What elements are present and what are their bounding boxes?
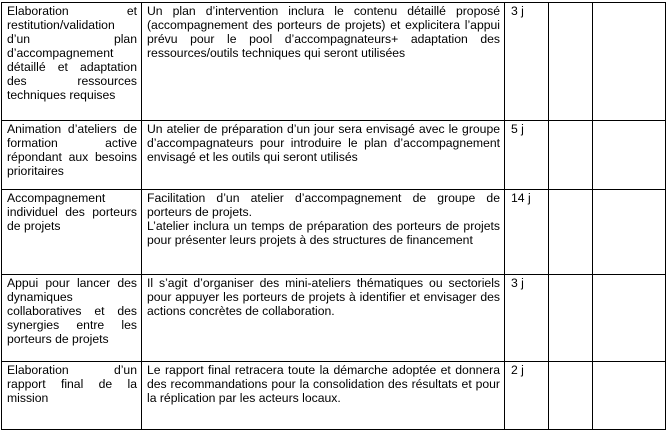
activity-cell: Accompagnement individuel des porteurs de projets — [2, 190, 142, 275]
description-paragraph: L’atelier inclura un temps de préparation des porteurs de projets pour présenter leurs projets à des structures de financement — [147, 219, 500, 247]
activities-table — [1, 2, 666, 430]
empty-cell — [549, 362, 593, 430]
empty-cell — [549, 275, 593, 362]
empty-cell — [549, 190, 593, 275]
table-row — [2, 362, 666, 430]
table-row — [2, 3, 666, 121]
empty-cell — [593, 362, 666, 430]
activity-cell: Appui pour lancer des dynamiques collaboratives et des synergies entre les porteurs de projets — [2, 275, 142, 362]
description-cell: Un plan d’intervention inclura le contenu détaillé proposé (accompagnement des porteurs de projets) et explicitera l’appui prévu pour le pool d’accompagnateurs+ adaptation des ressources/outils techniques qui seront utilisées — [142, 3, 505, 121]
description-paragraph: Facilitation d’un atelier d’accompagnement de groupe de porteurs de projets. — [147, 191, 500, 219]
description-cell — [142, 190, 505, 275]
days-cell: 3 j — [505, 275, 549, 362]
days-cell: 5 j — [505, 121, 549, 190]
empty-cell — [549, 121, 593, 190]
days-cell: 2 j — [505, 362, 549, 430]
description-cell: Il s’agit d’organiser des mini-ateliers thématiques ou sectoriels pour appuyer les porteurs de projets à identifier et envisager des actions concrètes de collaboration. — [142, 275, 505, 362]
empty-cell — [549, 3, 593, 121]
empty-cell — [593, 275, 666, 362]
description-cell: Le rapport final retracera toute la démarche adoptée et donnera des recommandations pour la consolidation des résultats et pour la réplication par les acteurs locaux. — [142, 362, 505, 430]
days-cell: 3 j — [505, 3, 549, 121]
days-cell: 14 j — [505, 190, 549, 275]
table-row — [2, 190, 666, 275]
description-cell: Un atelier de préparation d’un jour sera envisagé avec le groupe d’accompagnateurs pour introduire le plan d’accompagnement envisagé et les outils qui seront utilisés — [142, 121, 505, 190]
empty-cell — [593, 3, 666, 121]
activity-cell: Elaboration d’un rapport final de la mission — [2, 362, 142, 430]
activity-cell: Elaboration et restitution/validation d’un plan d’accompagnement détaillé et adaptation des ressources techniques requises — [2, 3, 142, 121]
table-row — [2, 121, 666, 190]
empty-cell — [593, 190, 666, 275]
table-row — [2, 275, 666, 362]
empty-cell — [593, 121, 666, 190]
activity-cell: Animation d’ateliers de formation active répondant aux besoins prioritaires — [2, 121, 142, 190]
